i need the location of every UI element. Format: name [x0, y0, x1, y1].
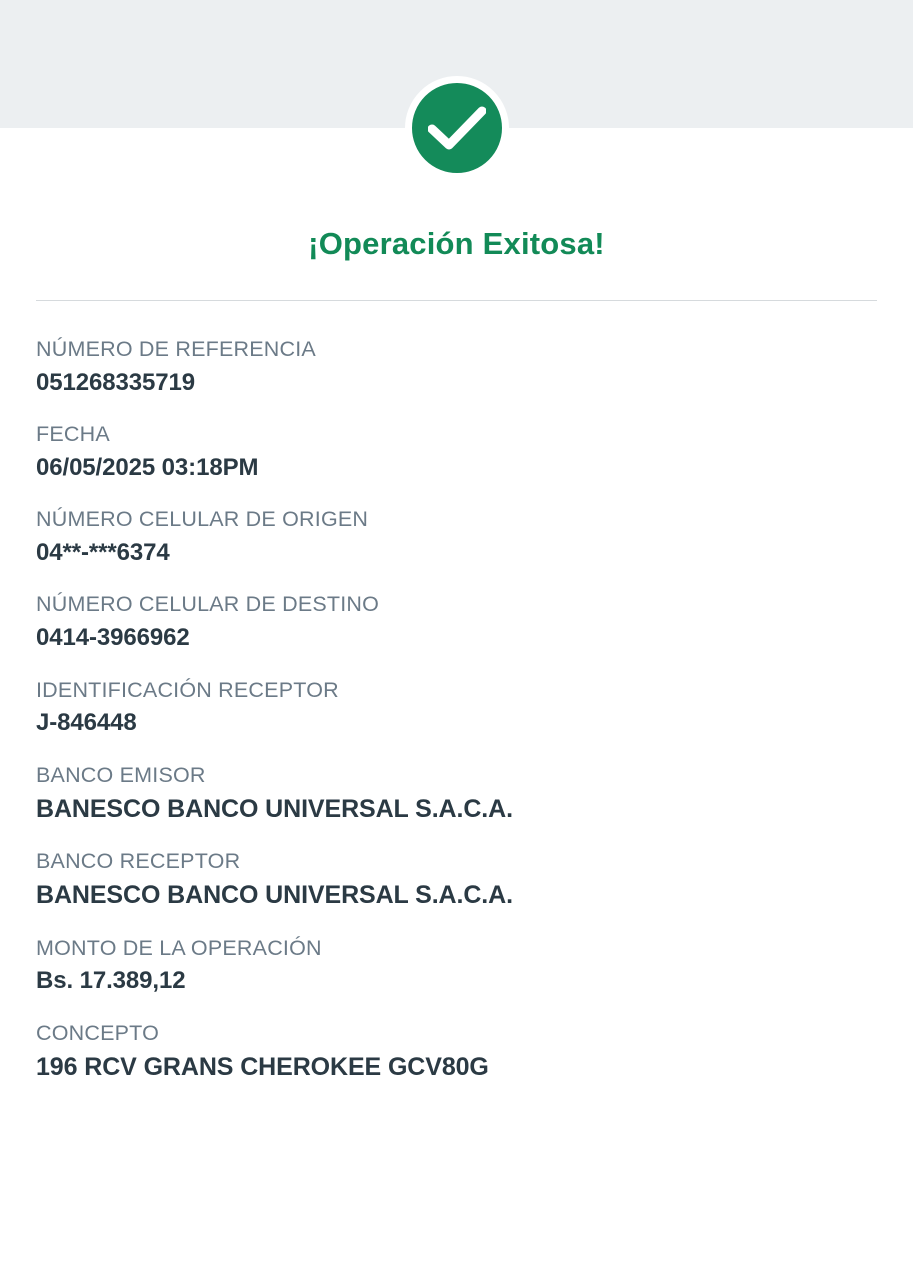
field-value: Bs. 17.389,12: [36, 967, 186, 995]
receipt-field: [36, 935, 881, 997]
divider: [36, 300, 877, 301]
receipt-field: [36, 762, 881, 825]
field-label: CONCEPTO: [36, 1020, 160, 1045]
field-value: 051268335719: [36, 368, 195, 396]
receipt-field: [36, 677, 881, 739]
receipt-field: [36, 591, 881, 653]
field-label: BANCO RECEPTOR: [36, 849, 241, 874]
page-title: ¡Operación Exitosa!: [308, 226, 605, 261]
field-label: NÚMERO CELULAR DE DESTINO: [36, 592, 380, 617]
field-value: 06/05/2025 03:18PM: [36, 454, 259, 482]
field-value: 04**-***6374: [36, 539, 170, 567]
field-value: BANESCO BANCO UNIVERSAL S.A.C.A.: [36, 881, 513, 909]
field-label: BANCO EMISOR: [36, 762, 206, 787]
receipt-field: [36, 1020, 881, 1083]
field-label: IDENTIFICACIÓN RECEPTOR: [36, 677, 339, 702]
receipt-field: [36, 336, 881, 398]
field-value: 196 RCV GRANS CHEROKEE GCV80G: [36, 1052, 489, 1081]
field-value: 0414-3966962: [36, 624, 190, 652]
field-label: FECHA: [36, 422, 110, 447]
field-label: MONTO DE LA OPERACIÓN: [36, 935, 322, 960]
field-label: NÚMERO CELULAR DE ORIGEN: [36, 507, 369, 532]
receipt-fields: [36, 336, 881, 1106]
field-value: J-846448: [36, 709, 137, 737]
check-circle-icon: [405, 76, 509, 180]
receipt-field: [36, 506, 881, 568]
receipt-field: [36, 421, 881, 483]
receipt-field: [36, 848, 881, 911]
field-value: BANESCO BANCO UNIVERSAL S.A.C.A.: [36, 794, 513, 823]
field-label: NÚMERO DE REFERENCIA: [36, 337, 316, 361]
